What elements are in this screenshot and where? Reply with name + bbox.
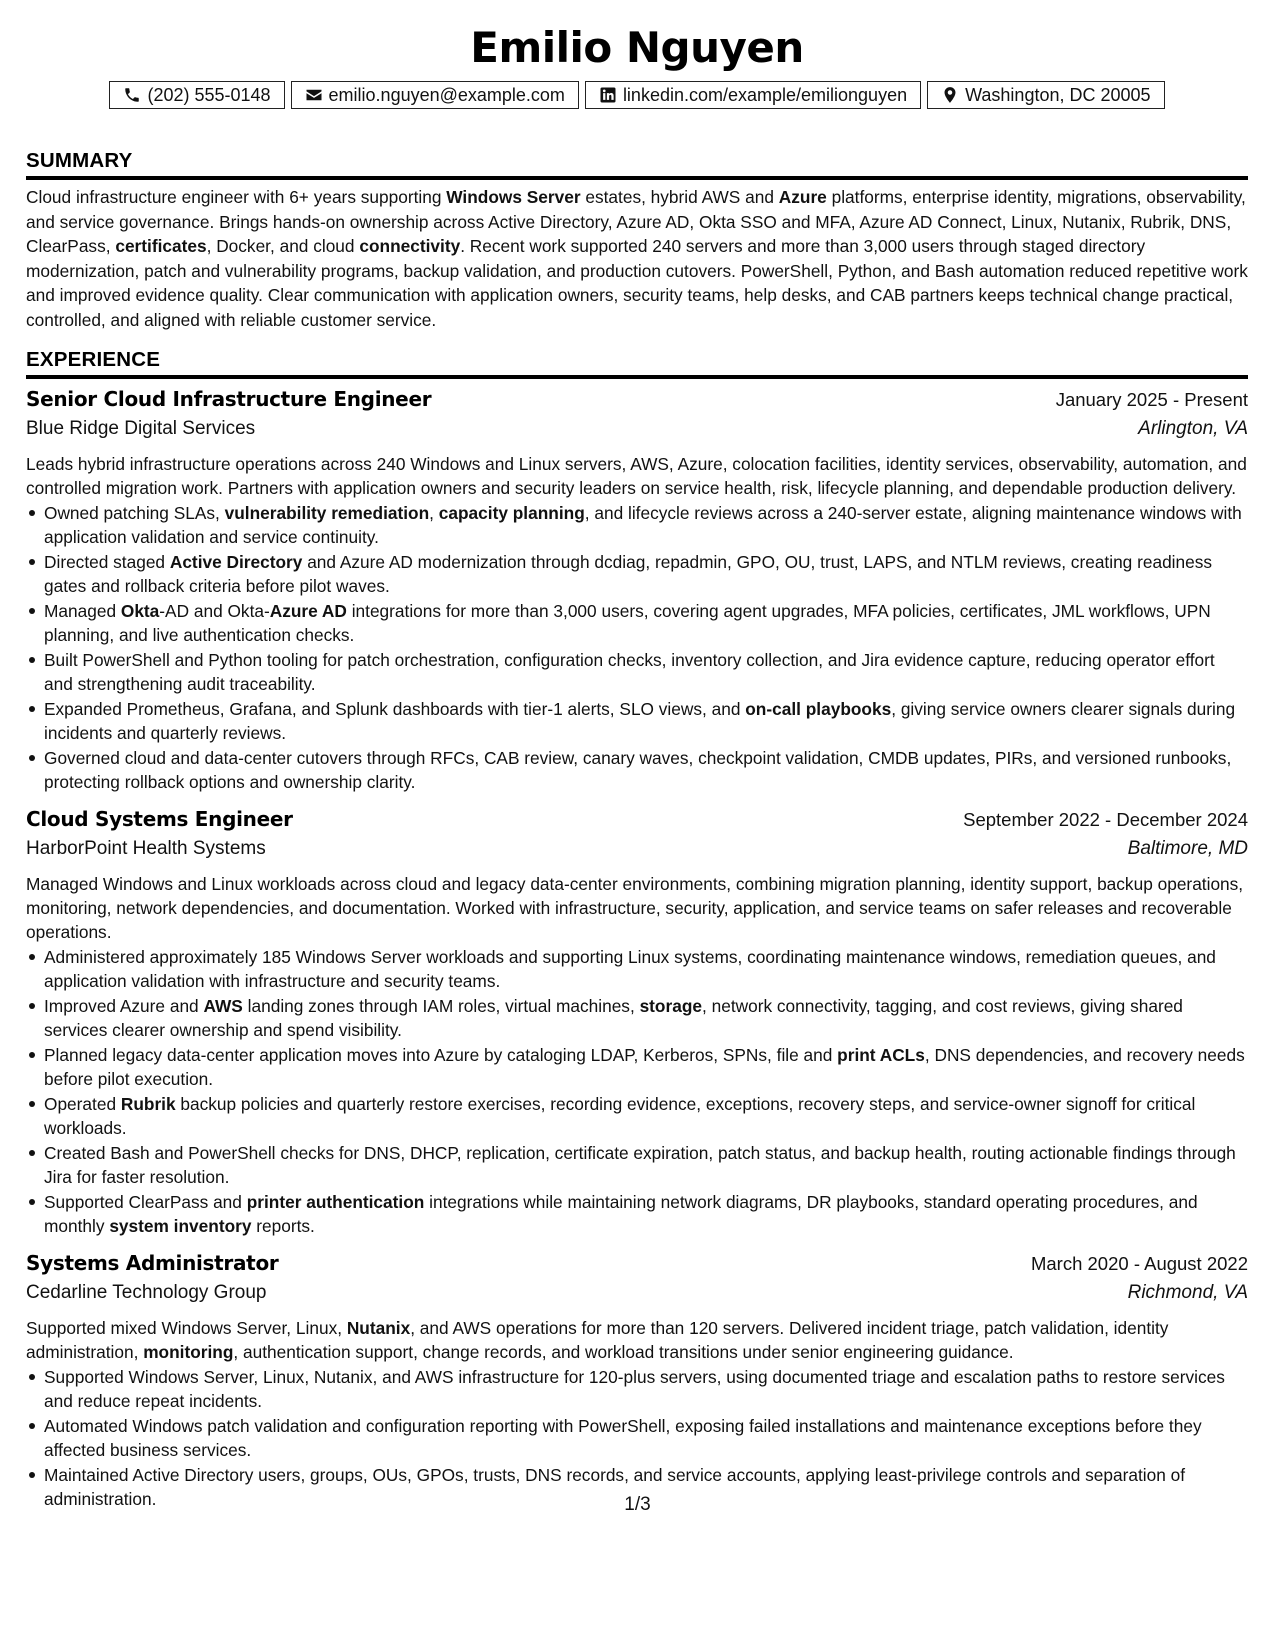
job-bullets <box>26 501 1248 794</box>
contact-location <box>927 81 1164 109</box>
company-name: Blue Ridge Digital Services <box>26 418 256 439</box>
bullet-item: Expanded Prometheus, Grafana, and Splunk dashboards with tier-1 alerts, SLO views, and on-call playbooks, giving service owners clearer signals during incidents and quarterly reviews. <box>44 697 1248 745</box>
job-bullets <box>26 945 1248 1238</box>
bullet-item: Planned legacy data-center application moves into Azure by cataloging LDAP, Kerberos, SPNs, file and print ACLs, DNS dependencies, and recovery needs before pilot execution. <box>44 1043 1248 1091</box>
contact-email[interactable] <box>291 81 579 109</box>
job-location: Baltimore, MD <box>1127 838 1248 859</box>
emphasis-text: AWS <box>203 996 243 1016</box>
job-entry <box>26 1251 1248 1511</box>
summary-paragraph: Cloud infrastructure engineer with 6+ years supporting Windows Server estates, hybrid AWS and Azure platforms, enterprise identity, migrations, observability, and service governance. Brings hands-on ownership across Active Directory, Azure AD, Okta SSO and MFA, Azure AD Connect, Linux, Nutanix, Rubrik, DNS, ClearPass, certificates, Docker, and cloud connectivity. Recent work supported 240 servers and more than 3,000 users through staged directory modernization, patch and vulnerability programs, backup validation, and production cutovers. PowerShell, Python, and Bash automation reduced repetitive work and improved evidence quality. Clear communication with application owners, security teams, help desks, and CAB partners keeps technical change practical, controlled, and aligned with reliable customer service. <box>26 187 1248 330</box>
job-entry <box>26 807 1248 1238</box>
bullet-item: Owned patching SLAs, vulnerability remediation, capacity planning, and lifecycle reviews across a 240-server estate, aligning maintenance windows with application validation and service continuity. <box>44 501 1248 549</box>
job-title: Cloud Systems Engineer <box>26 807 293 831</box>
contact-bar <box>26 81 1248 109</box>
experience-list <box>26 387 1248 1511</box>
emphasis-text: Rubrik <box>120 1094 176 1114</box>
email-text[interactable]: emilio.nguyen@example.com <box>328 84 565 105</box>
company-name: Cedarline Technology Group <box>26 1282 267 1303</box>
phone-icon <box>123 86 141 104</box>
phone-text: (202) 555-0148 <box>147 84 271 105</box>
emphasis-text: Azure AD <box>269 601 347 621</box>
bullet-item: Managed Okta-AD and Okta-Azure AD integrations for more than 3,000 users, covering agent upgrades, MFA policies, certificates, JML workflows, UPN planning, and live authentication checks. <box>44 599 1248 647</box>
envelope-icon <box>305 86 323 104</box>
job-dates: September 2022 - December 2024 <box>963 809 1248 830</box>
bullet-item: Built PowerShell and Python tooling for patch orchestration, configuration checks, inventory collection, and Jira evidence capture, reducing operator effort and strengthening audit traceability. <box>44 648 1248 696</box>
bullet-item: Supported Windows Server, Linux, Nutanix, and AWS infrastructure for 120-plus servers, using documented triage and escalation paths to restore services and reduce repeat incidents. <box>44 1365 1248 1413</box>
company-name: HarborPoint Health Systems <box>26 838 266 859</box>
emphasis-text: system inventory <box>109 1216 252 1236</box>
emphasis-text: Okta <box>120 601 160 621</box>
contact-linkedin[interactable] <box>585 81 921 109</box>
bullet-item: Directed staged Active Directory and Azure AD modernization through dcdiag, repadmin, GPO, OU, trust, LAPS, and NTLM reviews, creating readiness gates and rollback criteria before pilot waves. <box>44 550 1248 598</box>
emphasis-text: printer authentication <box>246 1192 425 1212</box>
emphasis-text: on-call playbooks <box>745 699 892 719</box>
emphasis-text: storage <box>639 996 702 1016</box>
resume-page <box>26 0 1248 1650</box>
summary-heading: SUMMARY <box>26 149 1248 180</box>
bullet-item: Maintained Active Directory users, groups, OUs, GPOs, trusts, DNS records, and service accounts, applying least-privilege controls and separation of administration. <box>44 1463 1248 1511</box>
job-dates: January 2025 - Present <box>1055 389 1248 410</box>
job-location: Arlington, VA <box>1138 418 1248 439</box>
job-entry <box>26 387 1248 794</box>
job-location: Richmond, VA <box>1127 1282 1248 1303</box>
page-number: 1/3 <box>624 1494 651 1515</box>
emphasis-text: Active Directory <box>169 552 303 572</box>
bullet-item: Supported ClearPass and printer authentication integrations while maintaining network diagrams, DR playbooks, standard operating procedures, and monthly system inventory reports. <box>44 1190 1248 1238</box>
job-title: Systems Administrator <box>26 1251 279 1275</box>
emphasis-text: connectivity <box>359 236 461 256</box>
bullet-item: Automated Windows patch validation and configuration reporting with PowerShell, exposing failed installations and maintenance exceptions before they affected business services. <box>44 1414 1248 1462</box>
experience-heading: EXPERIENCE <box>26 348 1248 379</box>
contact-phone <box>109 81 284 109</box>
job-dates: March 2020 - August 2022 <box>1030 1253 1248 1274</box>
job-description: Leads hybrid infrastructure operations across 240 Windows and Linux servers, AWS, Azure, colocation facilities, identity services, observability, automation, and controlled migration work. Partners with application owners and security leaders on service health, risk, lifecycle planning, and dependable production delivery. <box>26 454 1247 498</box>
linkedin-icon <box>599 86 617 104</box>
bullet-item: Improved Azure and AWS landing zones through IAM roles, virtual machines, storage, network connectivity, tagging, and cost reviews, giving shared services clearer ownership and spend visibility. <box>44 994 1248 1042</box>
job-description: Supported mixed Windows Server, Linux, Nutanix, and AWS operations for more than 120 servers. Delivered incident triage, patch validation, identity administration, monitoring, authentication support, change records, and workload transitions under senior engineering guidance. <box>26 1318 1169 1362</box>
job-bullets <box>26 1365 1248 1511</box>
emphasis-text: Nutanix <box>346 1318 411 1338</box>
emphasis-text: vulnerability remediation <box>224 503 430 523</box>
map-pin-icon <box>941 86 959 104</box>
job-title: Senior Cloud Infrastructure Engineer <box>26 387 432 411</box>
emphasis-text: certificates <box>115 236 207 256</box>
bullet-item: Governed cloud and data-center cutovers through RFCs, CAB review, canary waves, checkpoint validation, CMDB updates, PIRs, and versioned runbooks, protecting rollback options and ownership clarity. <box>44 746 1248 794</box>
emphasis-text: Azure <box>778 187 827 207</box>
bullet-item: Operated Rubrik backup policies and quarterly restore exercises, recording evidence, exceptions, recovery steps, and service-owner signoff for critical workloads. <box>44 1092 1248 1140</box>
emphasis-text: monitoring <box>143 1342 234 1362</box>
bullet-item: Administered approximately 185 Windows Server workloads and supporting Linux systems, coordinating maintenance windows, remediation queues, and application validation with infrastructure and security teams. <box>44 945 1248 993</box>
emphasis-text: capacity planning <box>438 503 585 523</box>
bullet-item: Created Bash and PowerShell checks for DNS, DHCP, replication, certificate expiration, patch status, and backup health, routing actionable findings through Jira for faster resolution. <box>44 1141 1248 1189</box>
location-text: Washington, DC 20005 <box>965 84 1151 105</box>
job-description: Managed Windows and Linux workloads across cloud and legacy data-center environments, combining migration planning, identity support, backup operations, monitoring, network dependencies, and documentation. Worked with infrastructure, security, application, and service teams on safer releases and recoverable operations. <box>26 874 1244 942</box>
candidate-name: Emilio Nguyen <box>470 23 804 72</box>
linkedin-text[interactable]: linkedin.com/example/emilionguyen <box>622 84 908 105</box>
emphasis-text: print ACLs <box>837 1045 925 1065</box>
emphasis-text: Windows Server <box>446 187 581 207</box>
